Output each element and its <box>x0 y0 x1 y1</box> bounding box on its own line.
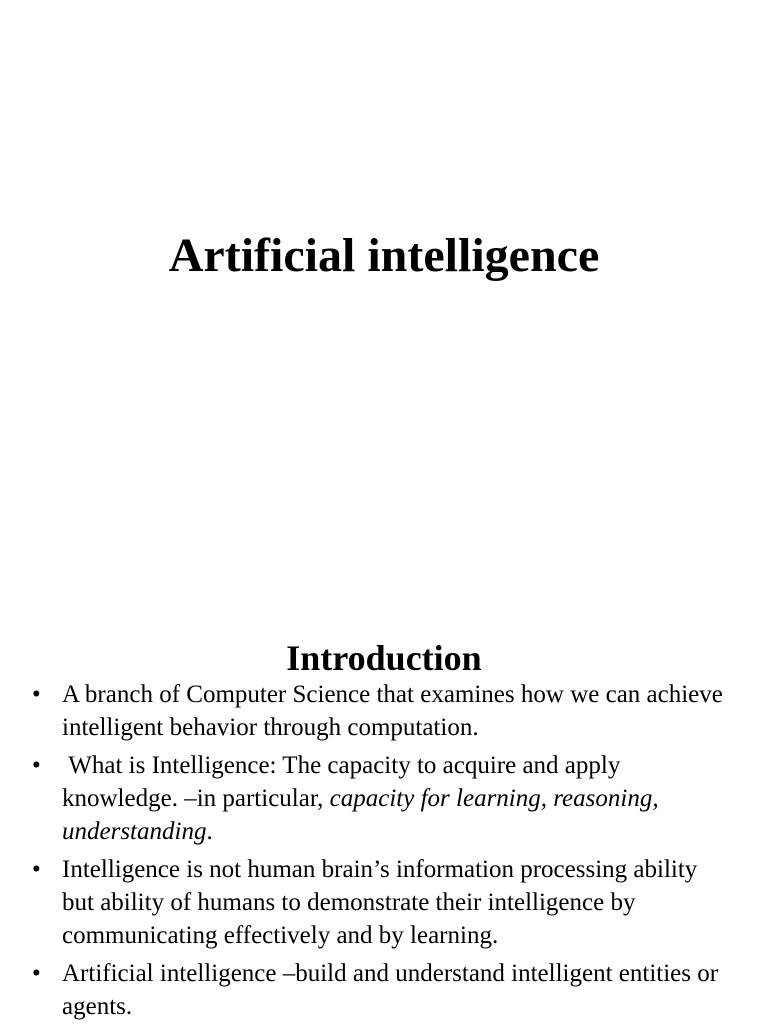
bullet-text-end: . <box>206 818 213 845</box>
bullet-text: A branch of Computer Science that examines how we can achieve intelligent behavior through computation. <box>62 681 723 741</box>
bullet-list <box>32 678 732 1028</box>
bullet-text: Artificial intelligence –build and understand intelligent entities or agents. <box>62 960 719 1020</box>
introduction-slide <box>0 512 768 1024</box>
slide-heading: Introduction <box>286 638 482 678</box>
slide-title: Artificial intelligence <box>168 229 600 282</box>
bullet-symbol: • <box>32 856 41 883</box>
bullet-text: Intelligence is not human brain’s information processing ability but ability of humans to demonstrate their intelligence by communicating effectively and by learning. <box>62 856 698 949</box>
title-slide <box>0 0 768 512</box>
bullet-symbol: • <box>32 960 41 987</box>
bullet-item <box>32 853 732 952</box>
bullet-item <box>32 957 732 1023</box>
bullet-text-italic: capacity for learning, reasoning, understanding <box>62 785 659 845</box>
bullet-text-plain: What is Intelligence: The capacity to acquire and apply knowledge. –in particular, <box>62 752 627 812</box>
bullet-item <box>32 749 732 848</box>
bullet-symbol: • <box>32 752 41 779</box>
bullet-item <box>32 678 732 744</box>
bullet-symbol: • <box>32 681 41 708</box>
bullet-text <box>62 752 659 845</box>
